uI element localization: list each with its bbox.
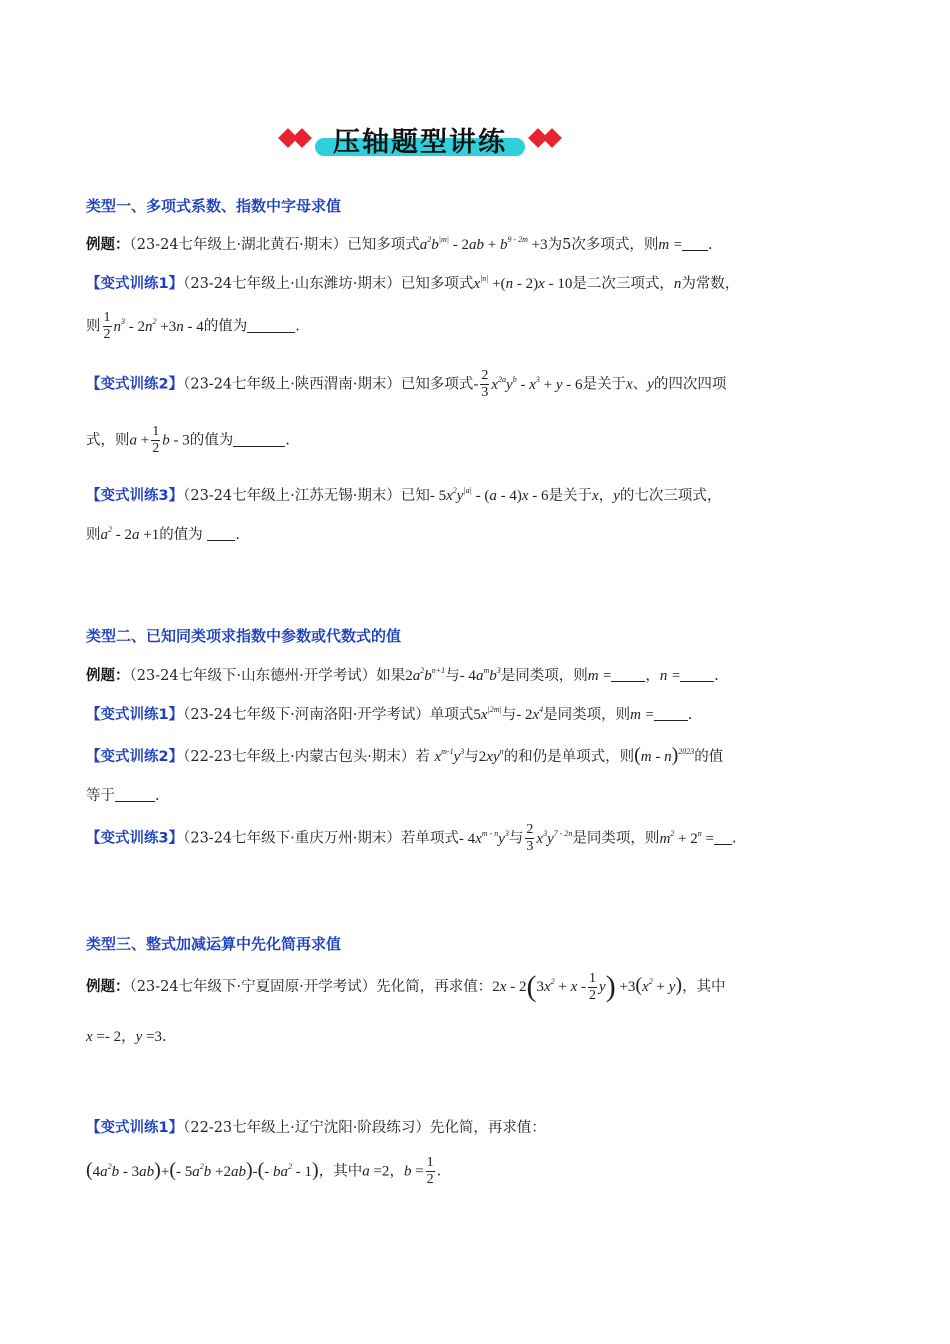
problem-variant-3-1-cont: $(4a^2b - 3ab)+(-$ $5a^2b +2ab)-(-$ $ba^2 - 1$)，其中a =2，b = $\frac{1}{2}$ .	[86, 1155, 442, 1187]
problem-example-2: 例题：（23-24七年级下·山东德州·开学考试）如果$2a^2b^{n+1}$与- $4a^mb^3$是同类项，则m = ，n = .	[86, 666, 719, 684]
problem-variant-2-1: 【变式训练1】（23-24七年级下·河南洛阳·开学考试）单项式$5x^{|2m|}$与- $2x^4$是同类项，则m = .	[86, 705, 693, 723]
problem-variant-1-1-cont: 则 $\frac{1}{2}$ $n^3 - 2n^2 +3n - 4$的值为 .	[86, 310, 300, 342]
problem-variant-1-2: 【变式训练2】（23-24七年级上·陕西渭南·期末）已知多项式- $\frac{2}{3}$ $x^{2a}y^b - x^3 + y - 6$是关于x、y的四次四项	[86, 368, 727, 400]
example-label: 例题：	[86, 668, 130, 684]
variant-label: 【变式训练3】	[86, 830, 184, 847]
variant-label: 【变式训练1】	[86, 276, 184, 292]
diamond-icon	[292, 128, 312, 148]
banner-title: 压轴题型讲练	[333, 127, 507, 158]
problem-variant-2-2-cont: 等于 .	[86, 788, 160, 804]
problem-variant-2-3: 【变式训练3】（23-24七年级下·重庆万州·期末）若单项式- $4x^{m - n}y^3$与 $\frac{2}{3}$ $x^3y^{7 - 2n}$是同类项，则$m^2 + 2^n$ = .	[86, 822, 737, 854]
section-banner	[275, 118, 565, 162]
problem-variant-2-2: 【变式训练2】（22-23七年级上·内蒙古包头·期末）若 $x^{m-1}y^3$与$2xy^n$的和仍是单项式，则(m - n)$^{2023}$的值	[86, 744, 724, 766]
diamond-icon	[542, 128, 562, 148]
variant-label: 【变式训练1】	[86, 1120, 184, 1136]
answer-blank	[714, 830, 732, 845]
section-title: 类型三、整式加减运算中先化简再求值	[86, 935, 342, 953]
problem-variant-1-1: 【变式训练1】（23-24七年级上·山东潍坊·期末）已知多项式$x^{|n|} +(n - 2)x - 10$是二次三项式，n为常数，	[86, 274, 740, 292]
section-title: 类型二、已知同类项求指数中参数或代数式的值	[86, 627, 402, 645]
answer-blank	[247, 318, 295, 333]
problem-example-3: 例题：（23-24七年级下·宁夏固原·开学考试）先化简，再求值：$2x - 2(3x^2 + x$ - $\frac{1}{2}$ $y) +3(x^2 + y)$，其中	[86, 970, 726, 1003]
section-title: 类型一、多项式系数、指数中字母求值	[86, 197, 342, 215]
problem-variant-3-1: 【变式训练1】（22-23七年级上·辽宁沈阳·阶段练习）先化简，再求值：	[86, 1120, 546, 1136]
problem-variant-1-2-cont: 式，则a + $\frac{1}{2}$ b - 3的值为 .	[86, 424, 290, 456]
answer-blank	[680, 667, 714, 682]
example-label: 例题：	[86, 237, 130, 253]
problem-example-3-cont: x =- 2，y =3.	[86, 1029, 167, 1045]
variant-label: 【变式训练2】	[86, 749, 184, 765]
variant-label: 【变式训练3】	[86, 488, 184, 504]
answer-blank	[207, 526, 235, 541]
answer-blank	[611, 667, 645, 682]
example-label: 例题：	[86, 979, 130, 995]
answer-blank	[682, 236, 708, 251]
answer-blank	[233, 432, 285, 447]
answer-blank	[115, 787, 155, 802]
variant-label: 【变式训练1】	[86, 707, 184, 723]
variant-label: 【变式训练2】	[86, 376, 184, 393]
problem-variant-1-3-cont: 则$a^2 - 2a +1$的值为 .	[86, 525, 240, 543]
answer-blank	[654, 706, 688, 721]
problem-example-1: 例题：（23-24七年级上·湖北黄石·期末）已知多项式$a^2b^{|m|} - 2ab + b^{9 - 2m} +3$为5次多项式，则m = .	[86, 235, 713, 253]
problem-variant-1-3: 【变式训练3】（23-24七年级上·江苏无锡·期末）已知- $5x^2y^{|a|} - (a - 4)x - 6$是关于x，y的七次三项式，	[86, 486, 722, 504]
